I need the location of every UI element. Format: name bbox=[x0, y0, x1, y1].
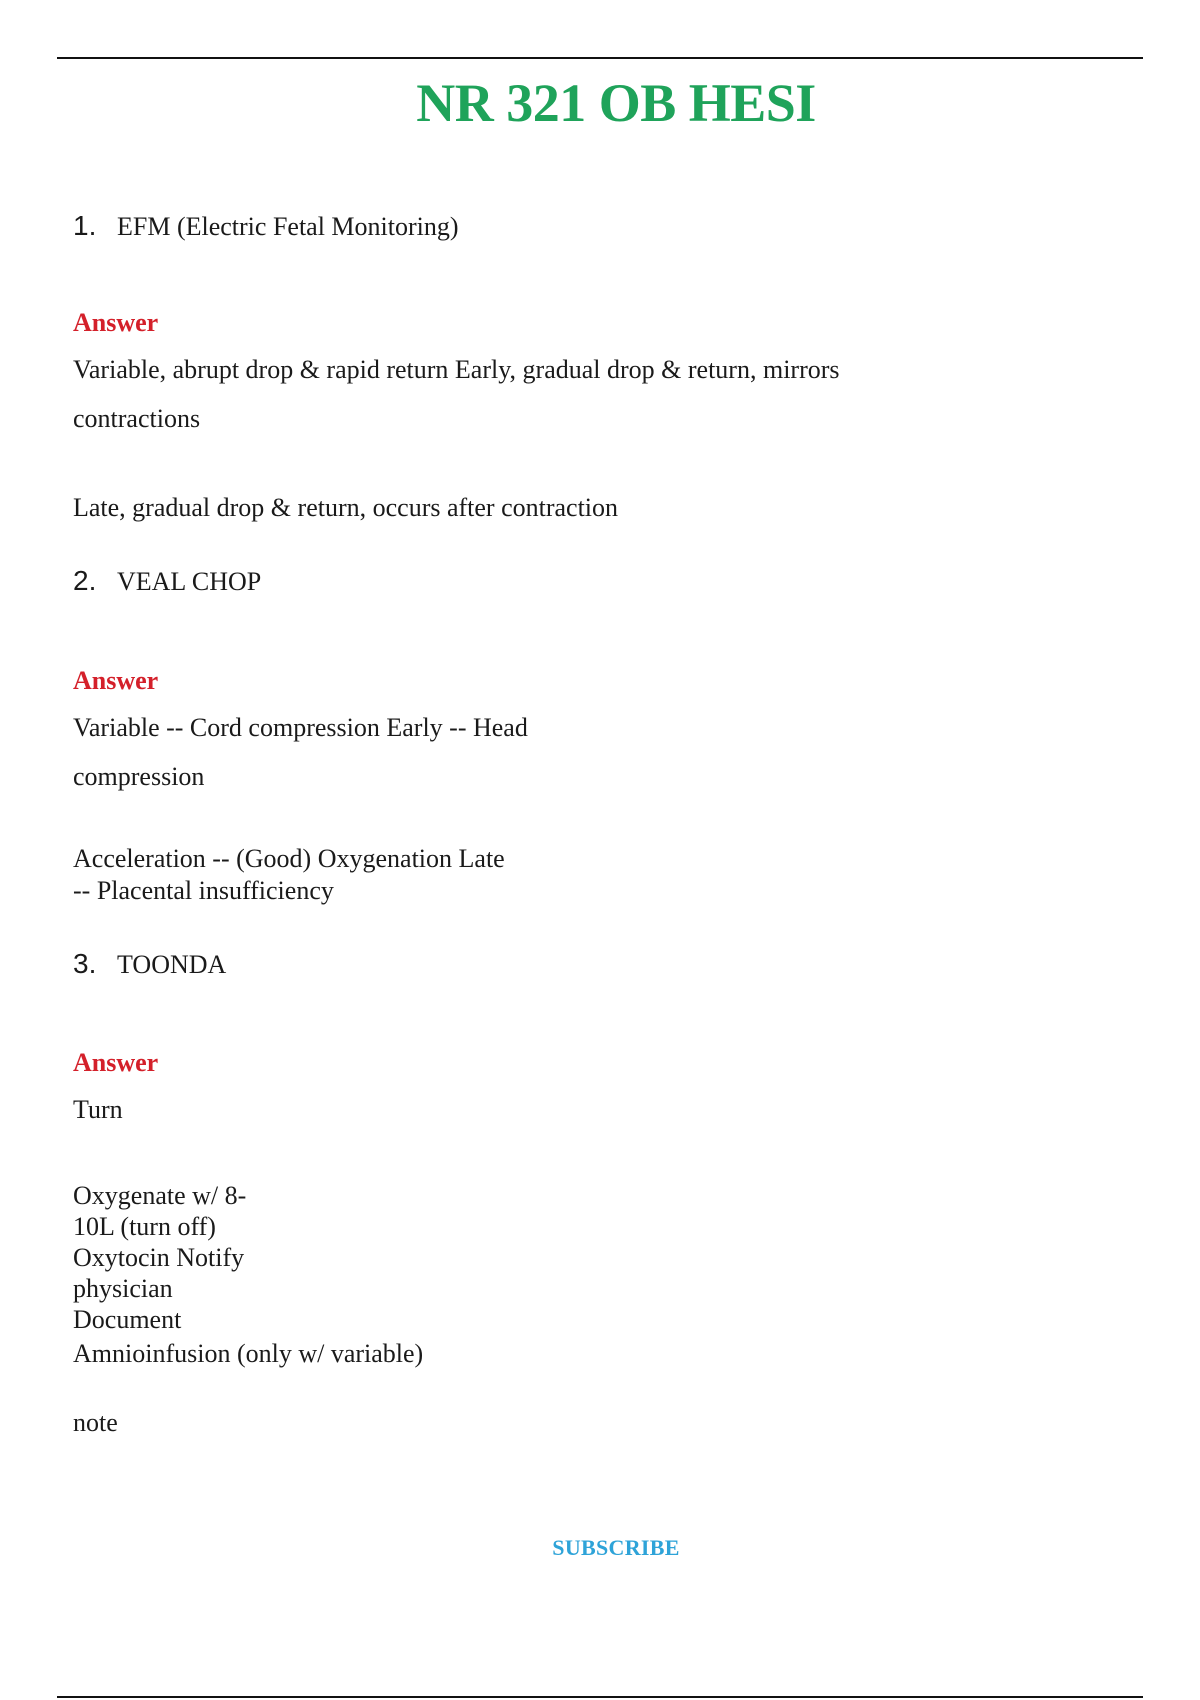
answer-line: note bbox=[73, 1408, 118, 1437]
question-prompt: VEAL CHOP bbox=[117, 567, 262, 596]
answer-label: Answer bbox=[73, 1048, 159, 1077]
answer-line: 10L (turn off) bbox=[73, 1212, 216, 1241]
answer-line: -- Placental insufficiency bbox=[73, 876, 334, 905]
answer-line: physician bbox=[73, 1274, 173, 1303]
answer-line: Turn bbox=[73, 1095, 123, 1124]
answer-line: Late, gradual drop & return, occurs after contraction bbox=[73, 493, 619, 522]
answer-line: Oxytocin Notify bbox=[73, 1243, 245, 1272]
answer-label: Answer bbox=[73, 308, 159, 337]
answer-line: contractions bbox=[73, 404, 201, 433]
question-prompt: TOONDA bbox=[117, 950, 227, 979]
top-rule bbox=[57, 57, 1143, 59]
question-number: 2. bbox=[73, 565, 97, 596]
answer-line: Variable, abrupt drop & rapid return Early, gradual drop & return, mirrors bbox=[73, 355, 840, 384]
question-number: 3. bbox=[73, 948, 97, 979]
question-prompt: EFM (Electric Fetal Monitoring) bbox=[117, 212, 459, 241]
bottom-rule bbox=[57, 1696, 1143, 1698]
page-title: NR 321 OB HESI bbox=[416, 73, 816, 133]
answer-line: Acceleration -- (Good) Oxygenation Late bbox=[73, 844, 505, 873]
question-number: 1. bbox=[73, 210, 97, 241]
answer-label: Answer bbox=[73, 666, 159, 695]
question-3 bbox=[73, 948, 226, 980]
answer-line: compression bbox=[73, 762, 205, 791]
answer-line: Variable -- Cord compression Early -- Head bbox=[73, 713, 528, 742]
question-2 bbox=[73, 565, 261, 597]
subscribe-link[interactable]: SUBSCRIBE bbox=[552, 1535, 680, 1560]
answer-line: Oxygenate w/ 8- bbox=[73, 1181, 247, 1210]
question-1 bbox=[73, 210, 459, 242]
answer-line: Amnioinfusion (only w/ variable) bbox=[73, 1339, 424, 1368]
answer-line: Document bbox=[73, 1305, 182, 1334]
